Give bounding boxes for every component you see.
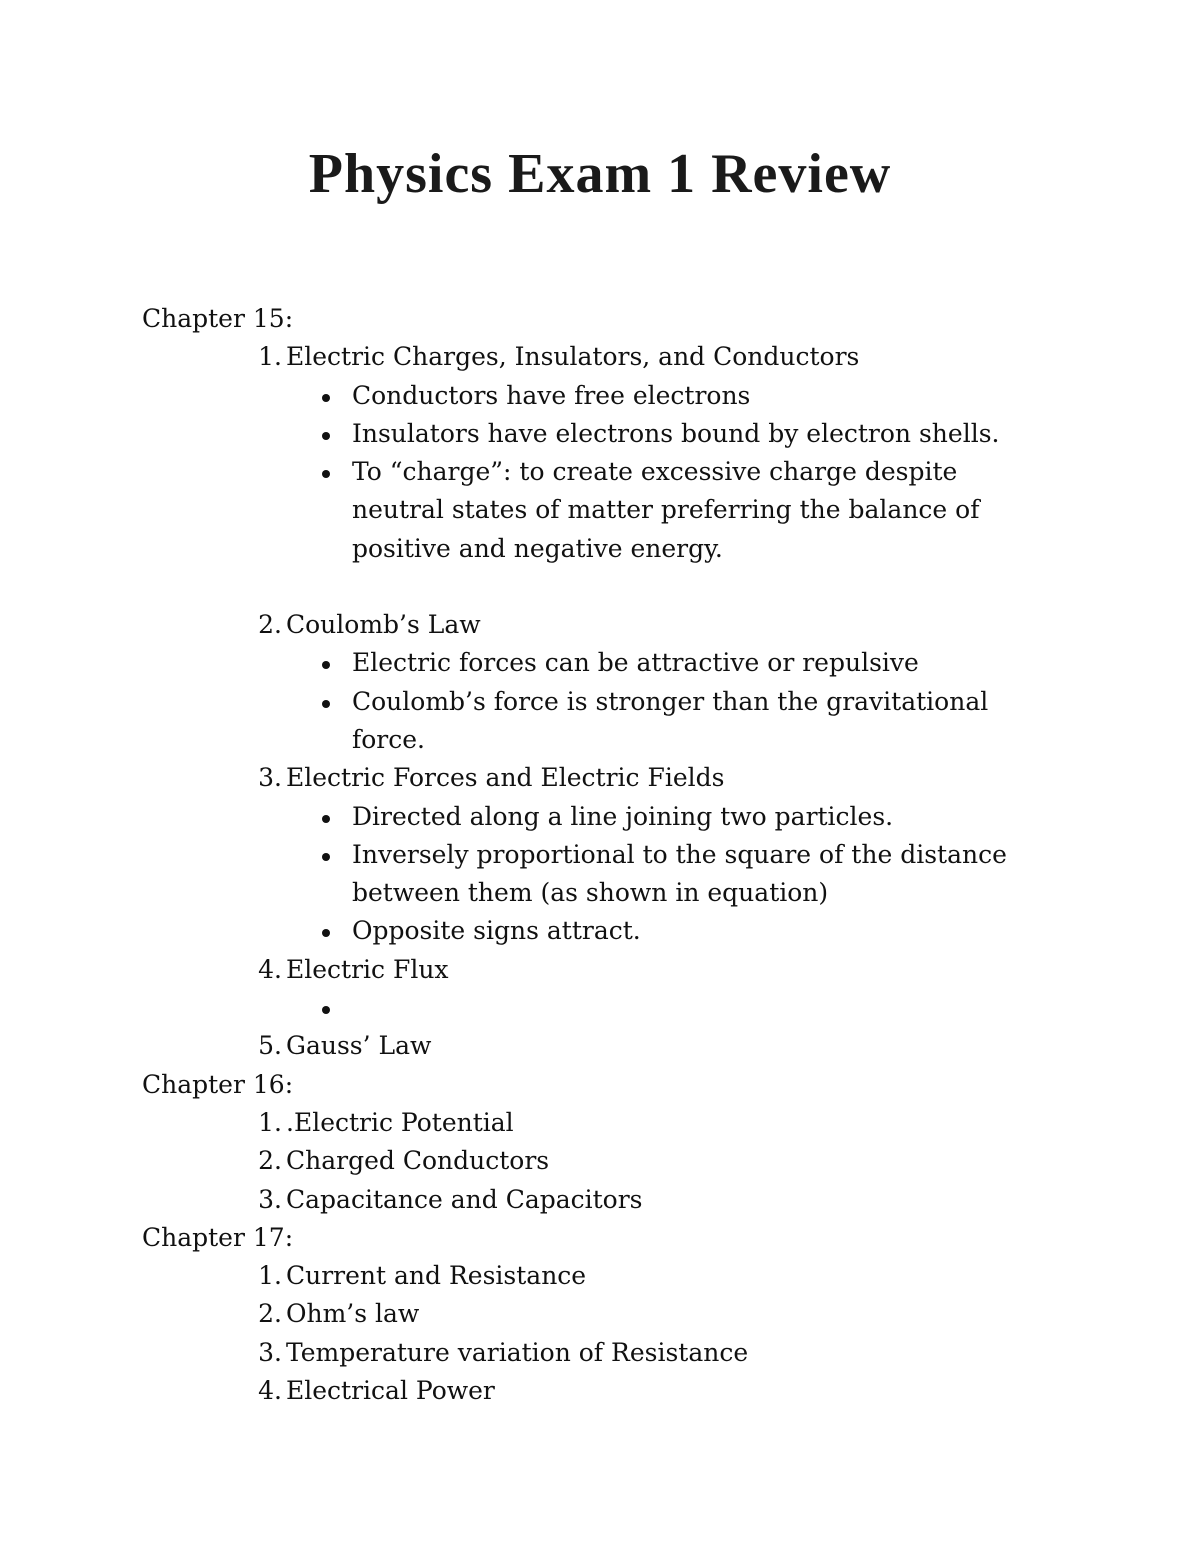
bullet-item [142,798,1052,836]
item-text: Coulomb’s Law [286,610,481,640]
list-item [142,1027,1102,1065]
bullet-dot-icon [322,394,330,402]
list-item [142,1104,1102,1142]
item-number: 3. [258,1184,282,1214]
bullet-dot-icon [322,853,330,861]
item-number: 1. [258,1261,282,1291]
item-text: Charged Conductors [286,1146,550,1176]
item-text: Electrical Power [286,1376,495,1406]
list-item [142,1181,1102,1219]
item-number: 2. [258,610,282,640]
list-item [142,1257,1102,1295]
bullet-item [142,453,1052,568]
outline [142,300,1102,1410]
bullet-dot-icon [322,432,330,440]
bullet-text: Opposite signs attract. [352,916,641,946]
item-number: 1. [258,342,282,372]
item-number: 3. [258,763,282,793]
chapter-heading: Chapter 17: [142,1222,294,1252]
item-text: Ohm’s law [286,1299,420,1329]
bullet-item-empty [142,989,1052,1027]
bullet-dot-icon [322,700,330,708]
chapter-heading: Chapter 16: [142,1069,294,1099]
bullet-item [142,377,1052,415]
bullet-text: Directed along a line joining two particles. [352,801,894,831]
bullet-item [142,836,1052,913]
item-text: .Electric Potential [286,1107,514,1137]
item-number: 1. [258,1107,282,1137]
bullet-dot-icon [322,1006,330,1014]
item-text: Electric Flux [286,954,449,984]
blank-line [142,568,1102,606]
bullet-text: Conductors have free electrons [352,380,751,410]
item-text: Current and Resistance [286,1261,587,1291]
bullet-text: Electric forces can be attractive or repulsive [352,648,919,678]
list-item [142,951,1102,989]
list-item [142,606,1102,644]
item-text: Temperature variation of Resistance [286,1337,749,1367]
list-item [142,1334,1102,1372]
bullet-text: Inversely proportional to the square of the distance between them (as shown in equation) [352,839,1007,908]
list-item [142,338,1102,376]
bullet-text: Insulators have electrons bound by electron shells. [352,418,1000,448]
item-text: Electric Forces and Electric Fields [286,763,725,793]
bullet-item [142,644,1052,682]
item-text: Gauss’ Law [286,1031,432,1061]
item-number: 4. [258,954,282,984]
item-number: 2. [258,1299,282,1329]
bullet-dot-icon [322,661,330,669]
bullet-text: To “charge”: to create excessive charge despite neutral states of matter preferring the balance of positive and negative energy. [352,457,980,563]
item-text: Electric Charges, Insulators, and Conductors [286,342,860,372]
item-text: Capacitance and Capacitors [286,1184,643,1214]
bullet-text: Coulomb’s force is stronger than the gravitational force. [352,686,989,754]
list-item [142,1142,1102,1180]
list-item [142,1295,1102,1333]
bullet-item [142,912,1052,950]
bullet-item [142,683,1052,760]
bullet-dot-icon [322,470,330,478]
list-item [142,759,1102,797]
item-number: 2. [258,1146,282,1176]
bullet-dot-icon [322,929,330,937]
document-title: Physics Exam 1 Review [308,143,892,205]
item-number: 4. [258,1376,282,1406]
list-item [142,1372,1102,1410]
item-number: 5. [258,1031,282,1061]
bullet-item [142,415,1052,453]
bullet-dot-icon [322,815,330,823]
chapter-heading: Chapter 15: [142,304,294,333]
item-number: 3. [258,1337,282,1367]
